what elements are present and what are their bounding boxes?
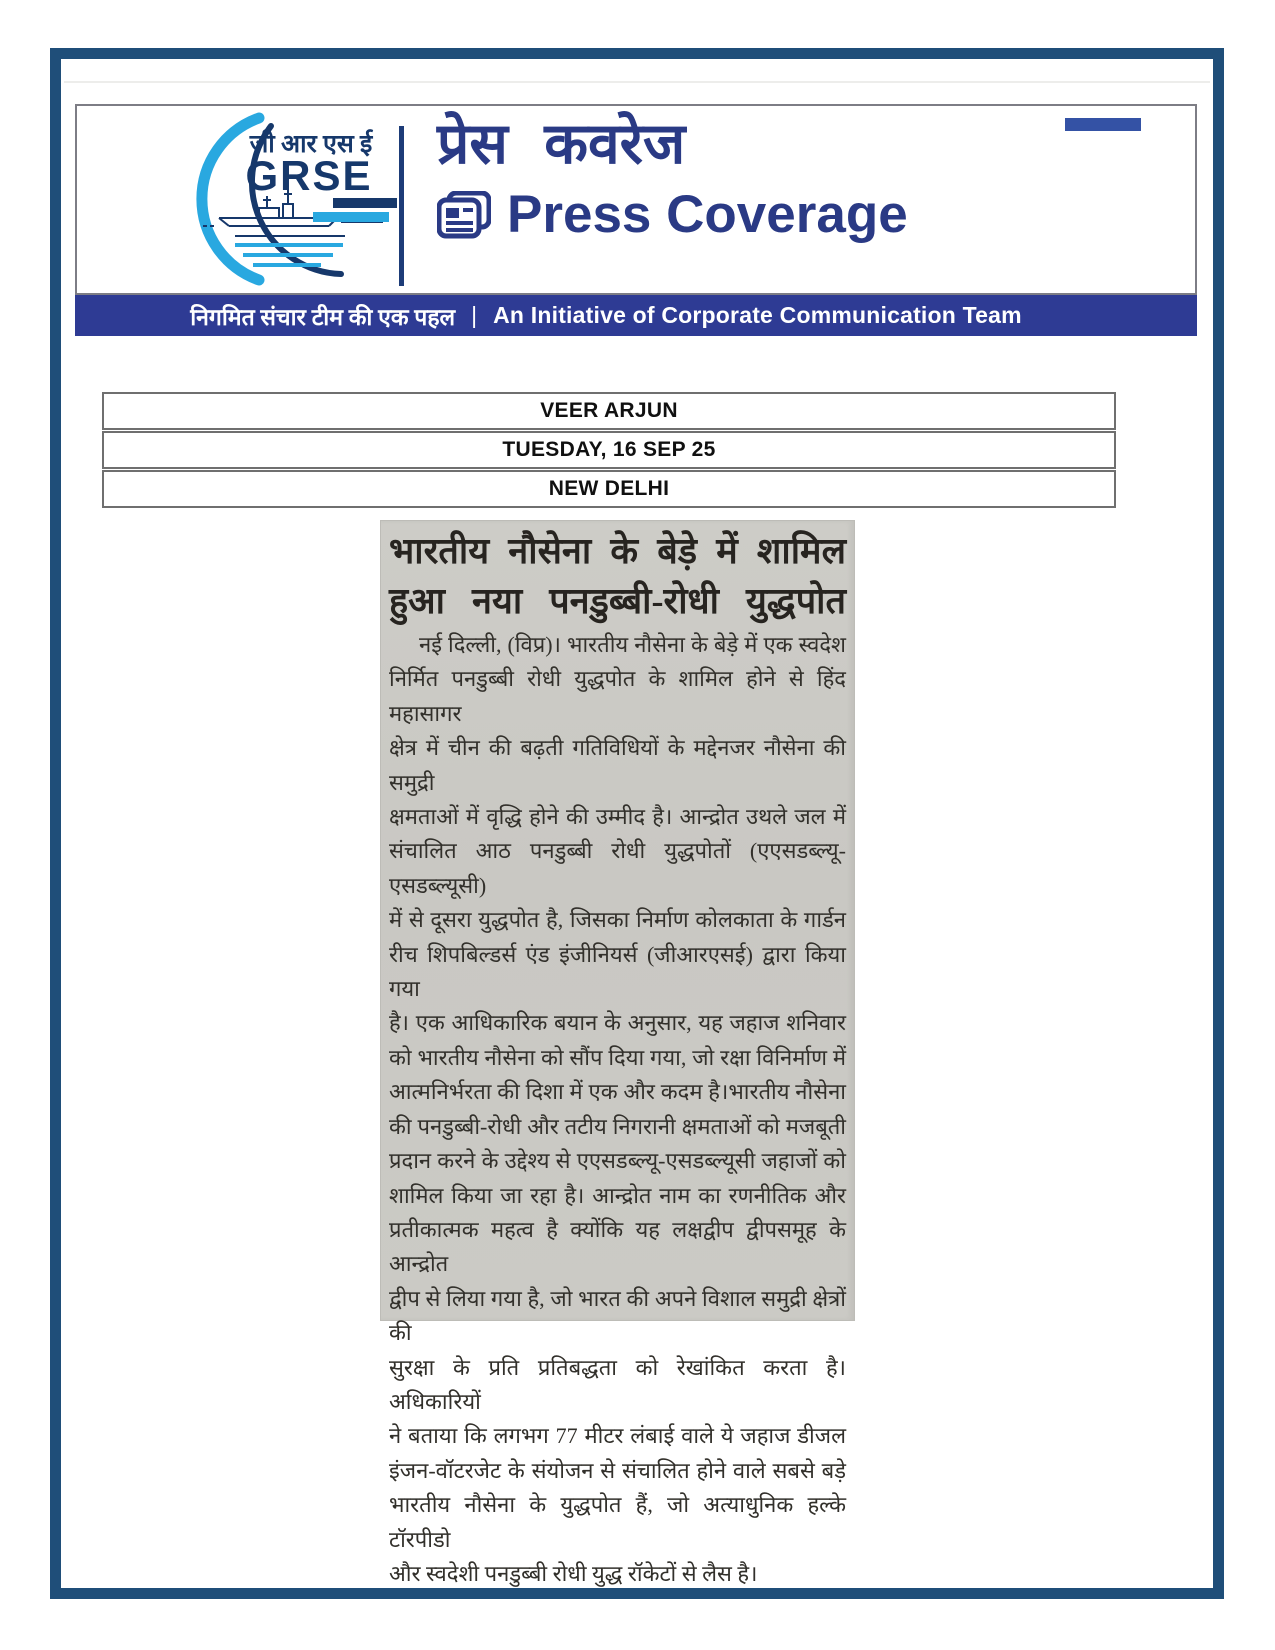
article-body-line: शामिल किया जा रहा है। आन्द्रोत नाम का रणनीतिक और (389, 1182, 846, 1208)
article-body-line: द्वीप से लिया गया है, जो भारत की अपने विशाल समुद्री क्षेत्रों की (389, 1285, 846, 1346)
grse-logo (195, 112, 407, 288)
scan-artifact-line (64, 81, 1210, 83)
article-body-line: की पनडुब्बी-रोधी और तटीय निगरानी क्षमताओं को मजबूती (389, 1113, 846, 1139)
grse-logo-devanagari-text: जी आर एस ई (249, 131, 373, 158)
article-body-line: प्रदान करने के उद्देश्य से एएसडब्ल्यू-एसडब्ल्यूसी जहाजों को (389, 1148, 846, 1174)
banner-separator: | (471, 302, 478, 328)
headline-line: भारतीय नौसेना के बेड़े में शामिल (389, 531, 846, 571)
article-body-line: संचालित आठ पनडुब्बी रोधी युद्धपोतों (एएसडब्ल्यू-एसडब्ल्यूसी) (389, 838, 846, 898)
article-body-line: है। एक आधिकारिक बयान के अनुसार, यह जहाज शनिवार (389, 1010, 846, 1036)
article-body-line: को भारतीय नौसेना को सौंप दिया गया, जो रक्षा विनिर्माण में (389, 1044, 846, 1070)
article-headline (389, 526, 846, 626)
article-body-line: रीच शिपबिल्डर्स एंड इंजीनियर्स (जीआरएसई) द्वारा किया गया (389, 941, 846, 1002)
header-vertical-divider (399, 126, 404, 286)
article-body-line: ने बताया कि लगभग 77 मीटर लंबाई वाले ये जहाज डीजल (389, 1423, 846, 1449)
article-body (389, 628, 846, 1591)
banner-text-hindi: निगमित संचार टीम की एक पहल (190, 304, 456, 330)
header (75, 104, 1197, 295)
article-body-line: सुरक्षा के प्रति प्रतिबद्धता को रेखांकित करता है। अधिकारियों (389, 1354, 846, 1414)
publication-name-row: VEER ARJUN (102, 392, 1116, 430)
article-body-line: भारतीय नौसेना के युद्धपोत हैं, जो अत्याधुनिक हल्के टॉरपीडो (389, 1492, 846, 1552)
article-body-line: आत्मनिर्भरता की दिशा में एक और कदम है।भारतीय नौसेना (389, 1079, 846, 1105)
press-coverage-title-english: Press Coverage (507, 185, 908, 244)
article-body-line: क्षेत्र में चीन की बढ़ती गतिविधियों के मद्देनजर नौसेना की समुद्री (389, 735, 846, 795)
article-body-line: और स्वदेशी पनडुब्बी रोधी युद्ध रॉकेटों से लैस है। (389, 1560, 758, 1586)
publication-table (102, 392, 1116, 509)
article-body-line: इंजन-वॉटरजेट के संयोजन से संचालित होने वाले सबसे बड़े (389, 1457, 846, 1483)
initiative-banner (75, 295, 1197, 336)
article-body-line: नई दिल्ली, (विप्र)। भारतीय नौसेना के बेड़े में एक स्वदेश (419, 632, 846, 657)
article-body-line: निर्मित पनडुब्बी रोधी युद्धपोत के शामिल होने से हिंद महासागर (389, 666, 846, 726)
header-decorative-dash (1065, 118, 1141, 131)
header-titles (437, 106, 908, 246)
banner-text-english: An Initiative of Corporate Communication Team (493, 302, 1022, 328)
article-body-line: में से दूसरा युद्धपोत है, जिसका निर्माण कोलकाता के गार्डन (389, 907, 846, 933)
logo-cyan-bar (313, 212, 389, 222)
grse-logo-latin-text: GRSE (245, 152, 373, 199)
publication-date-row: TUESDAY, 16 SEP 25 (102, 431, 1116, 469)
newspaper-clipping (380, 520, 855, 1586)
headline-line: हुआ नया पनडुब्बी-रोधी युद्धपोत (389, 581, 846, 621)
publication-city-row: NEW DELHI (102, 470, 1116, 508)
newspaper-icon (437, 191, 491, 239)
press-coverage-title-hindi: प्रेस कवरेज (437, 113, 686, 176)
article-body-line: प्रतीकात्मक महत्व है क्योंकि यह लक्षद्वीप द्वीपसमूह के आन्द्रोत (389, 1216, 846, 1277)
article-body-line: क्षमताओं में वृद्धि होने की उम्मीद है। आन्द्रोत उथले जल में (389, 804, 846, 830)
